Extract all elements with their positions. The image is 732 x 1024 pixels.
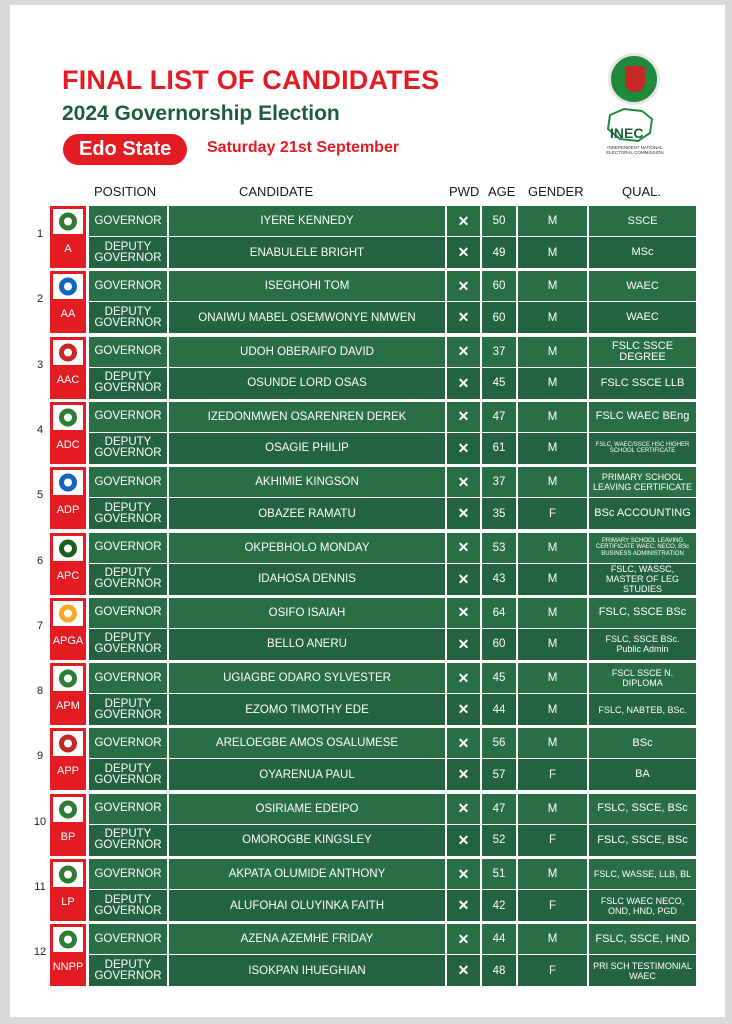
- position-cell: GOVERNOR: [89, 794, 167, 824]
- gender-cell: M: [518, 433, 587, 464]
- governor-row: [89, 533, 696, 563]
- position-cell: DEPUTY GOVERNOR: [89, 368, 167, 399]
- candidate-name: OSUNDE LORD OSAS: [169, 368, 445, 399]
- age-cell: 49: [482, 237, 516, 268]
- gender-cell: M: [518, 694, 587, 725]
- governor-row: [89, 794, 696, 824]
- age-cell: 45: [482, 368, 516, 399]
- candidate-name: IYERE KENNEDY: [169, 206, 445, 236]
- page-subtitle: 2024 Governorship Election: [62, 102, 340, 125]
- party-logo-icon: [53, 731, 83, 756]
- party-logo-icon: [53, 666, 83, 691]
- pwd-cross-icon: ✕: [447, 794, 480, 824]
- gender-cell: M: [518, 794, 587, 824]
- qualification-cell: WAEC: [589, 302, 696, 333]
- age-cell: 60: [482, 271, 516, 301]
- gender-cell: M: [518, 924, 587, 954]
- party-block: [50, 467, 86, 529]
- position-cell: GOVERNOR: [89, 728, 167, 758]
- age-cell: 43: [482, 564, 516, 595]
- position-cell: DEPUTY GOVERNOR: [89, 498, 167, 529]
- party-group: [30, 598, 695, 661]
- party-group: [30, 728, 695, 791]
- candidate-name: EZOMO TIMOTHY EDE: [169, 694, 445, 725]
- candidate-name: ALUFOHAI OLUYINKA FAITH: [169, 890, 445, 921]
- pwd-cross-icon: ✕: [447, 498, 480, 529]
- age-cell: 50: [482, 206, 516, 236]
- candidate-name: OSAGIE PHILIP: [169, 433, 445, 464]
- gender-cell: M: [518, 368, 587, 399]
- gender-cell: M: [518, 728, 587, 758]
- governor-row: [89, 598, 696, 628]
- qualification-cell: FSLC SSCE LLB: [589, 368, 696, 399]
- deputy-row: [89, 302, 696, 333]
- party-number: 8: [36, 685, 44, 698]
- pwd-cross-icon: ✕: [447, 859, 480, 889]
- qualification-cell: PRIMARY SCHOOL LEAVING CERTIFICATE: [589, 467, 696, 497]
- age-cell: 64: [482, 598, 516, 628]
- party-block: [50, 533, 86, 595]
- party-group: [30, 533, 695, 596]
- pwd-cross-icon: ✕: [447, 302, 480, 333]
- party-group: [30, 859, 695, 922]
- deputy-row: [89, 759, 696, 790]
- party-block: [50, 598, 86, 660]
- party-block: [50, 728, 86, 790]
- governor-row: [89, 206, 696, 236]
- governor-row: [89, 402, 696, 432]
- age-cell: 60: [482, 302, 516, 333]
- party-block: [50, 794, 86, 856]
- party-group: [30, 467, 695, 530]
- age-cell: 61: [482, 433, 516, 464]
- candidate-name: AKPATA OLUMIDE ANTHONY: [169, 859, 445, 889]
- candidate-name: UGIAGBE ODARO SYLVESTER: [169, 663, 445, 693]
- candidate-name: OYARENUA PAUL: [169, 759, 445, 790]
- party-group: [30, 271, 695, 334]
- pwd-cross-icon: ✕: [447, 368, 480, 399]
- qualification-cell: FSCL SSCE N. DIPLOMA: [589, 663, 696, 693]
- party-group: [30, 663, 695, 726]
- qualification-cell: FSLC, SSCE BSc. Public Admin: [589, 629, 696, 660]
- pwd-cross-icon: ✕: [447, 467, 480, 497]
- position-cell: GOVERNOR: [89, 271, 167, 301]
- party-number: 7: [36, 619, 44, 632]
- position-cell: DEPUTY GOVERNOR: [89, 759, 167, 790]
- age-cell: 52: [482, 825, 516, 856]
- election-date: Saturday 21st September: [207, 139, 400, 156]
- pwd-cross-icon: ✕: [447, 924, 480, 954]
- qualification-cell: FSLC WAEC NECO, OND, HND, PGD: [589, 890, 696, 921]
- candidate-name: ISOKPAN IHUEGHIAN: [169, 955, 445, 986]
- party-abbreviation: APC: [56, 569, 80, 582]
- party-logo-icon: [53, 274, 83, 299]
- gender-cell: M: [518, 271, 587, 301]
- party-group: [30, 206, 695, 269]
- party-group: [30, 337, 695, 400]
- party-number: 12: [33, 946, 47, 959]
- pwd-cross-icon: ✕: [447, 759, 480, 790]
- party-block: [50, 206, 86, 268]
- governor-row: [89, 271, 696, 301]
- qualification-cell: PRI SCH TESTIMONIAL WAEC: [589, 955, 696, 986]
- position-cell: DEPUTY GOVERNOR: [89, 433, 167, 464]
- candidate-name: IDAHOSA DENNIS: [169, 564, 445, 595]
- party-logo-icon: [53, 927, 83, 952]
- col-header-gender: GENDER: [528, 184, 584, 199]
- pwd-cross-icon: ✕: [447, 564, 480, 595]
- party-number: 9: [36, 750, 44, 763]
- col-header-candidate: CANDIDATE: [239, 184, 314, 199]
- qualification-cell: WAEC: [589, 271, 696, 301]
- pwd-cross-icon: ✕: [447, 694, 480, 725]
- party-number: 6: [36, 554, 44, 567]
- party-abbreviation: NNPP: [52, 961, 84, 974]
- party-number: 10: [33, 815, 47, 828]
- qualification-cell: BSc: [589, 728, 696, 758]
- age-cell: 35: [482, 498, 516, 529]
- party-abbreviation: A: [64, 243, 72, 255]
- position-cell: DEPUTY GOVERNOR: [89, 629, 167, 660]
- age-cell: 45: [482, 663, 516, 693]
- deputy-row: [89, 237, 696, 268]
- position-cell: DEPUTY GOVERNOR: [89, 890, 167, 921]
- position-cell: DEPUTY GOVERNOR: [89, 237, 167, 268]
- gender-cell: M: [518, 564, 587, 595]
- qualification-cell: FSLC, SSCE BSc: [589, 598, 696, 628]
- qualification-cell: FSLC WAEC BEng: [589, 402, 696, 432]
- position-cell: GOVERNOR: [89, 859, 167, 889]
- pwd-cross-icon: ✕: [447, 206, 480, 236]
- candidate-name: UDOH OBERAIFO DAVID: [169, 337, 445, 367]
- party-logo-icon: [53, 536, 83, 561]
- party-block: [50, 663, 86, 725]
- party-block: [50, 402, 86, 464]
- gender-cell: M: [518, 237, 587, 268]
- party-abbreviation: AAC: [56, 373, 80, 386]
- age-cell: 47: [482, 794, 516, 824]
- position-cell: DEPUTY GOVERNOR: [89, 302, 167, 333]
- deputy-row: [89, 825, 696, 856]
- age-cell: 60: [482, 629, 516, 660]
- gender-cell: F: [518, 498, 587, 529]
- party-number: 5: [36, 489, 44, 502]
- pwd-cross-icon: ✕: [447, 728, 480, 758]
- age-cell: 44: [482, 924, 516, 954]
- party-abbreviation: ADC: [56, 438, 80, 451]
- gender-cell: M: [518, 302, 587, 333]
- qualification-cell: FSLC, WASSE, LLB, BL: [589, 859, 696, 889]
- deputy-row: [89, 890, 696, 921]
- page-title: FINAL LIST OF CANDIDATES: [62, 65, 440, 95]
- qualification-cell: BSc ACCOUNTING: [589, 498, 696, 529]
- party-abbreviation: AA: [60, 308, 76, 321]
- pwd-cross-icon: ✕: [447, 825, 480, 856]
- candidate-name: ISEGHOHI TOM: [169, 271, 445, 301]
- governor-row: [89, 728, 696, 758]
- pwd-cross-icon: ✕: [447, 402, 480, 432]
- party-logo-icon: [53, 470, 83, 495]
- age-cell: 57: [482, 759, 516, 790]
- candidate-name: IZEDONMWEN OSARENREN DEREK: [169, 402, 445, 432]
- position-cell: GOVERNOR: [89, 206, 167, 236]
- age-cell: 48: [482, 955, 516, 986]
- party-block: [50, 859, 86, 921]
- pwd-cross-icon: ✕: [447, 237, 480, 268]
- gender-cell: F: [518, 759, 587, 790]
- coat-of-arms-icon: [608, 53, 660, 105]
- party-number: 3: [36, 358, 44, 371]
- party-abbreviation: ADP: [56, 504, 80, 517]
- governor-row: [89, 467, 696, 497]
- pwd-cross-icon: ✕: [447, 533, 480, 563]
- candidate-name: OBAZEE RAMATU: [169, 498, 445, 529]
- candidate-name: ENABULELE BRIGHT: [169, 237, 445, 268]
- position-cell: GOVERNOR: [89, 337, 167, 367]
- age-cell: 37: [482, 467, 516, 497]
- party-logo-icon: [53, 209, 83, 234]
- qualification-cell: SSCE: [589, 206, 696, 236]
- deputy-row: [89, 629, 696, 660]
- candidate-name: AKHIMIE KINGSON: [169, 467, 445, 497]
- candidate-name: AZENA AZEMHE FRIDAY: [169, 924, 445, 954]
- deputy-row: [89, 368, 696, 399]
- pwd-cross-icon: ✕: [447, 271, 480, 301]
- governor-row: [89, 663, 696, 693]
- governor-row: [89, 924, 696, 954]
- gender-cell: F: [518, 825, 587, 856]
- col-header-pwd: PWD: [449, 184, 480, 199]
- pwd-cross-icon: ✕: [447, 337, 480, 367]
- col-header-position: POSITION: [94, 184, 157, 199]
- position-cell: GOVERNOR: [89, 924, 167, 954]
- party-number: 4: [36, 423, 44, 436]
- age-cell: 56: [482, 728, 516, 758]
- col-header-age: AGE: [488, 184, 516, 199]
- pwd-cross-icon: ✕: [447, 890, 480, 921]
- party-block: [50, 924, 86, 986]
- age-cell: 53: [482, 533, 516, 563]
- candidate-name: ONAIWU MABEL OSEMWONYE NMWEN: [169, 302, 445, 333]
- pwd-cross-icon: ✕: [447, 955, 480, 986]
- age-cell: 42: [482, 890, 516, 921]
- party-abbreviation: APP: [56, 765, 79, 778]
- deputy-row: [89, 433, 696, 464]
- party-logo-icon: [53, 601, 83, 626]
- party-logo-icon: [53, 340, 83, 365]
- party-abbreviation: APGA: [52, 634, 84, 647]
- qualification-cell: FSLC, WASSC, MASTER OF LEG STUDIES: [589, 564, 696, 595]
- pwd-cross-icon: ✕: [447, 663, 480, 693]
- gender-cell: M: [518, 337, 587, 367]
- party-number: 1: [36, 228, 44, 240]
- position-cell: DEPUTY GOVERNOR: [89, 564, 167, 595]
- position-cell: GOVERNOR: [89, 402, 167, 432]
- candidate-name: ARELOEGBE AMOS OSALUMESE: [169, 728, 445, 758]
- qualification-cell: PRIMARY SCHOOL LEAVING CERTIFICATE WAEC, NECO, BSc BUSINESS ADMINISTRATION: [589, 533, 696, 563]
- party-abbreviation: BP: [60, 830, 76, 843]
- inec-logo-subtext: INDEPENDENT NATIONAL ELECTORAL COMMISSION: [606, 145, 664, 155]
- qualification-cell: MSc: [589, 237, 696, 268]
- candidate-name: OMOROGBE KINGSLEY: [169, 825, 445, 856]
- gender-cell: M: [518, 598, 587, 628]
- party-logo-icon: [53, 862, 83, 887]
- age-cell: 44: [482, 694, 516, 725]
- party-logo-icon: [53, 797, 83, 822]
- gender-cell: M: [518, 467, 587, 497]
- col-header-qual: QUAL.: [622, 184, 662, 199]
- governor-row: [89, 337, 696, 367]
- position-cell: GOVERNOR: [89, 533, 167, 563]
- deputy-row: [89, 694, 696, 725]
- age-cell: 51: [482, 859, 516, 889]
- party-number: 2: [36, 293, 44, 306]
- inec-logo: [598, 53, 668, 165]
- gender-cell: F: [518, 955, 587, 986]
- qualification-cell: FSLC, SSCE, BSc: [589, 794, 696, 824]
- candidate-name: BELLO ANERU: [169, 629, 445, 660]
- party-group: [30, 794, 695, 857]
- qualification-cell: BA: [589, 759, 696, 790]
- age-cell: 47: [482, 402, 516, 432]
- gender-cell: M: [518, 859, 587, 889]
- position-cell: DEPUTY GOVERNOR: [89, 955, 167, 986]
- party-abbreviation: APM: [56, 700, 80, 713]
- pwd-cross-icon: ✕: [447, 433, 480, 464]
- position-cell: GOVERNOR: [89, 663, 167, 693]
- gender-cell: F: [518, 890, 587, 921]
- deputy-row: [89, 498, 696, 529]
- party-group: [30, 402, 695, 465]
- party-logo-icon: [53, 405, 83, 430]
- qualification-cell: FSLC, SSCE, HND: [589, 924, 696, 954]
- gender-cell: M: [518, 663, 587, 693]
- party-group: [30, 924, 695, 987]
- position-cell: DEPUTY GOVERNOR: [89, 825, 167, 856]
- qualification-cell: FSLC, SSCE, BSc: [589, 825, 696, 856]
- gender-cell: M: [518, 629, 587, 660]
- position-cell: GOVERNOR: [89, 598, 167, 628]
- qualification-cell: FSLC, WAEC/SSCE HSC HIGHER SCHOOL CERTIFICATE: [589, 433, 696, 464]
- state-badge: Edo State: [63, 134, 187, 165]
- gender-cell: M: [518, 402, 587, 432]
- candidate-name: OSIRIAME EDEIPO: [169, 794, 445, 824]
- party-abbreviation: LP: [61, 896, 75, 908]
- candidate-name: OKPEBHOLO MONDAY: [169, 533, 445, 563]
- party-block: [50, 337, 86, 399]
- party-block: [50, 271, 86, 333]
- governor-row: [89, 859, 696, 889]
- gender-cell: M: [518, 533, 587, 563]
- inec-logo-text: INEC: [610, 125, 644, 141]
- age-cell: 37: [482, 337, 516, 367]
- party-number: 11: [34, 881, 46, 893]
- qualification-cell: FSLC, NABTEB, BSc.: [589, 694, 696, 725]
- qualification-cell: FSLC SSCE DEGREE: [589, 337, 696, 367]
- pwd-cross-icon: ✕: [447, 629, 480, 660]
- position-cell: DEPUTY GOVERNOR: [89, 694, 167, 725]
- deputy-row: [89, 564, 696, 595]
- position-cell: GOVERNOR: [89, 467, 167, 497]
- candidate-name: OSIFO ISAIAH: [169, 598, 445, 628]
- pwd-cross-icon: ✕: [447, 598, 480, 628]
- deputy-row: [89, 955, 696, 986]
- gender-cell: M: [518, 206, 587, 236]
